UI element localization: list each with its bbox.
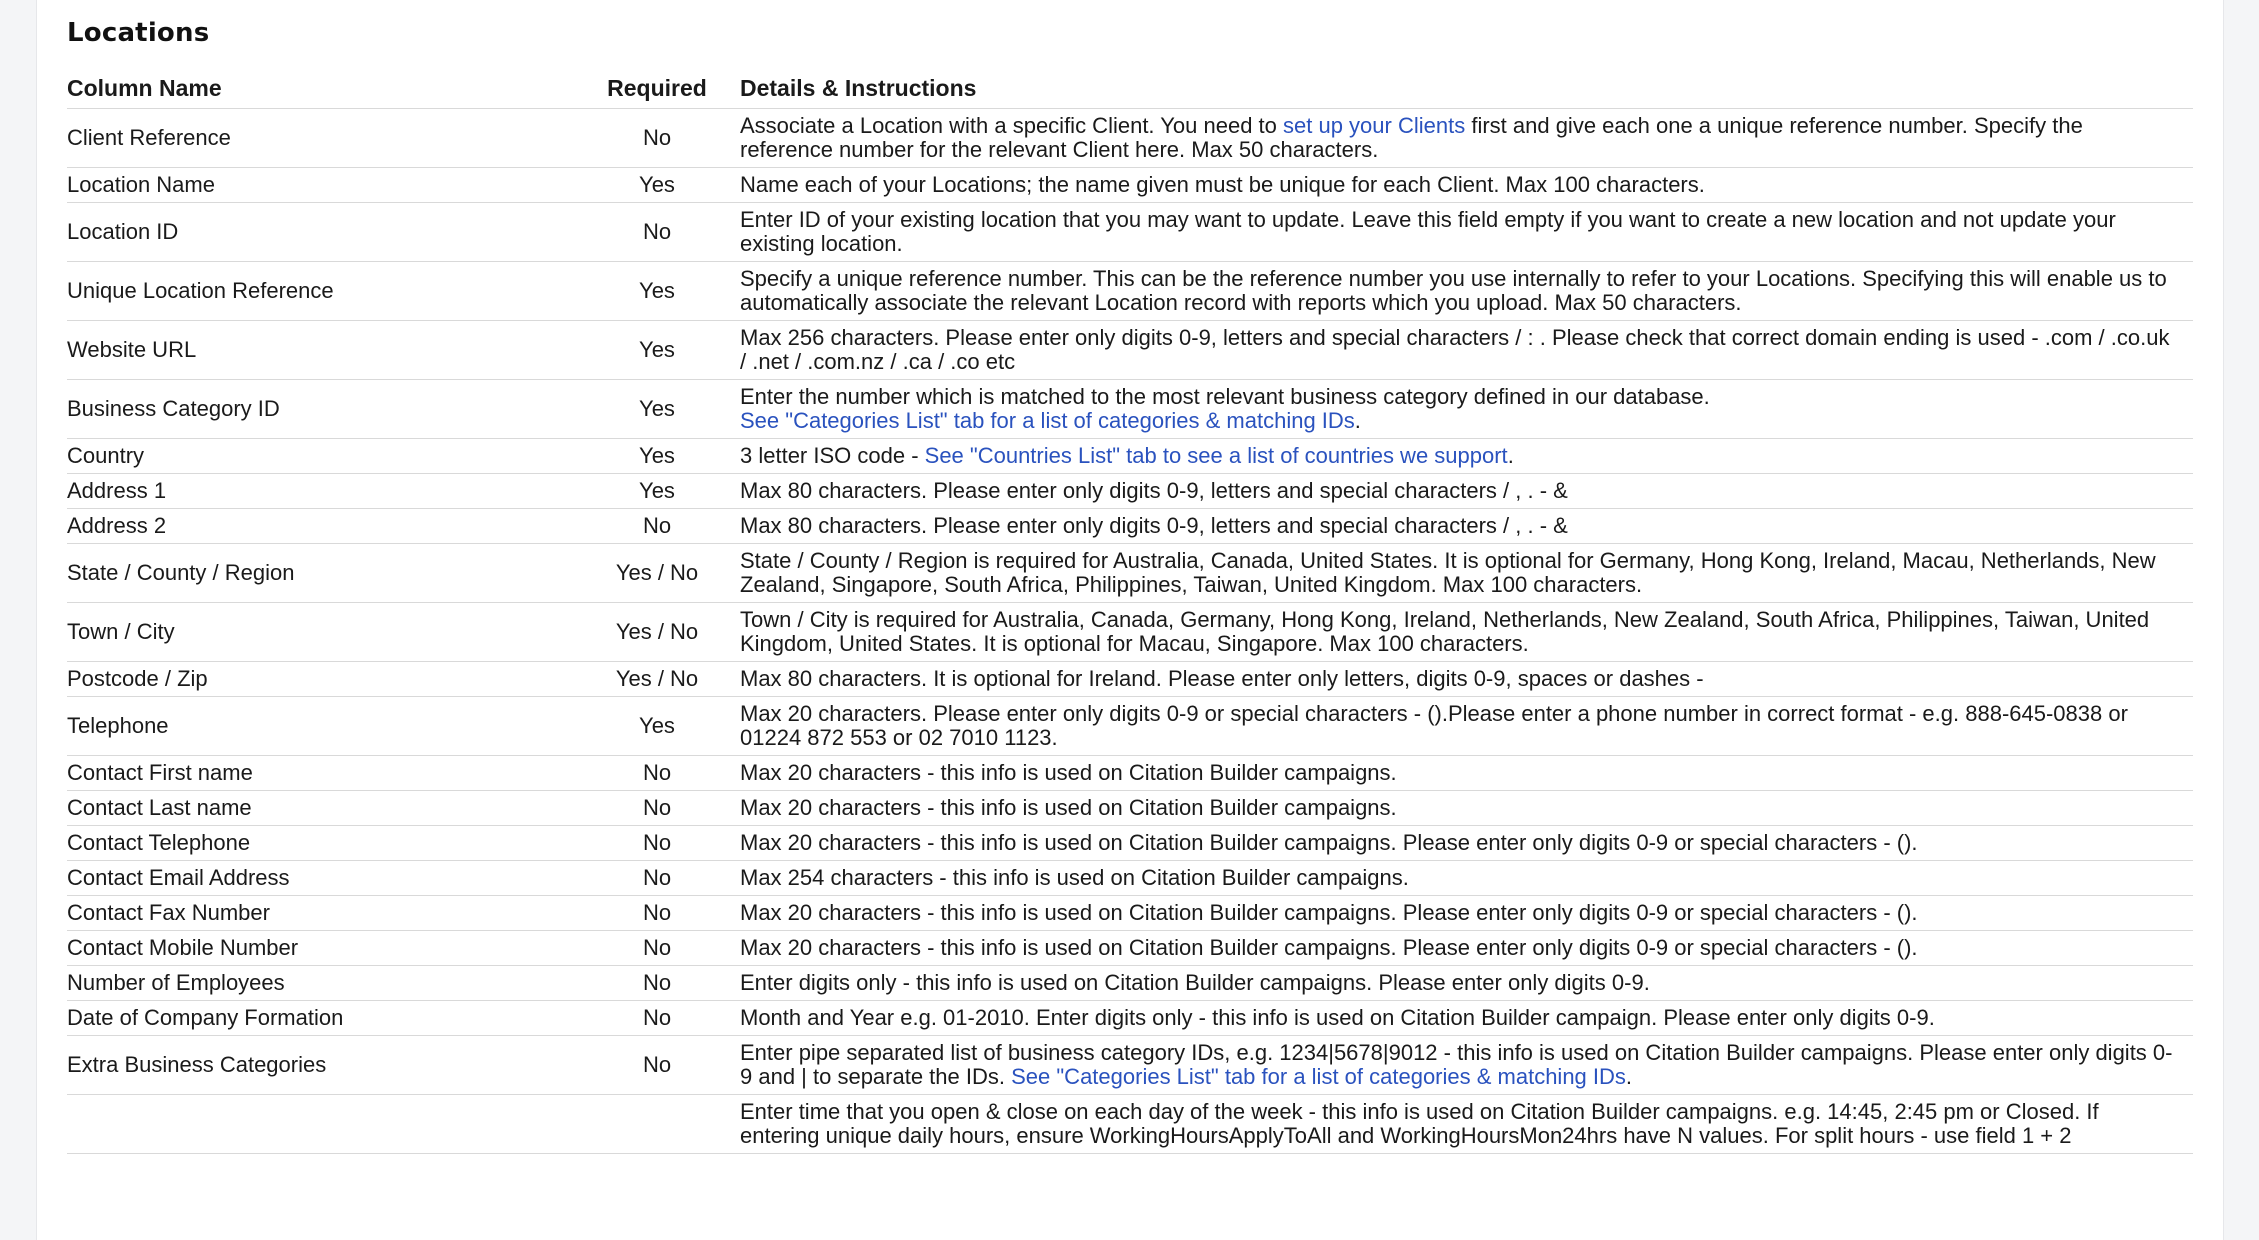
table-row: [67, 791, 2193, 826]
details-link[interactable]: See "Categories List" tab for a list of categories & matching IDs: [1011, 1064, 1626, 1089]
cell-details: [740, 931, 2193, 966]
cell-column-name: Business Category ID: [67, 380, 574, 439]
cell-column-name: Unique Location Reference: [67, 262, 574, 321]
table-row: [67, 321, 2193, 380]
details-text: Max 20 characters - this info is used on Citation Builder campaigns.: [740, 795, 1397, 820]
cell-details: [740, 321, 2193, 380]
table-row: [67, 697, 2193, 756]
cell-details: [740, 1001, 2193, 1036]
details-text: Specify a unique reference number. This can be the reference number you use internally to refer to your Locations. Specifying this will enable us to automatically associate the relevant Location record with reports which you upload. Max 50 characters.: [740, 266, 2167, 315]
details-text: first and give each one a unique reference number. Specify the reference number for the relevant Client here. Max 50 characters.: [740, 113, 2083, 162]
details-text: Town / City is required for Australia, Canada, Germany, Hong Kong, Ireland, Netherlands, New Zealand, South Africa, Philippines, Taiwan, United Kingdom, United States. It is optional for Macau, Singapore. Max 100 characters.: [740, 607, 2150, 656]
cell-required: No: [574, 509, 740, 544]
cell-details: [740, 168, 2193, 203]
table-row: [67, 509, 2193, 544]
table-header-row: [67, 68, 2193, 109]
cell-required: No: [574, 109, 740, 168]
header-column-name: Column Name: [67, 68, 574, 109]
cell-column-name: State / County / Region: [67, 544, 574, 603]
header-details: Details & Instructions: [740, 68, 2193, 109]
cell-details: [740, 826, 2193, 861]
table-row: [67, 1095, 2193, 1154]
locations-columns-table: [67, 68, 2193, 1154]
cell-required: Yes: [574, 380, 740, 439]
cell-required: No: [574, 756, 740, 791]
cell-details: [740, 662, 2193, 697]
table-row: [67, 1001, 2193, 1036]
cell-required: Yes: [574, 262, 740, 321]
details-text: Associate a Location with a specific Client. You need to: [740, 113, 1284, 138]
details-text: Max 20 characters - this info is used on Citation Builder campaigns.: [740, 760, 1397, 785]
cell-column-name: Contact Email Address: [67, 861, 574, 896]
cell-required: [574, 1095, 740, 1154]
cell-required: No: [574, 966, 740, 1001]
details-text: Max 20 characters - this info is used on Citation Builder campaigns. Please enter only digits 0-9 or special characters - ().: [740, 935, 1918, 960]
table-row: [67, 474, 2193, 509]
cell-column-name: Town / City: [67, 603, 574, 662]
table-row: [67, 966, 2193, 1001]
details-text: Enter pipe separated list of business category IDs, e.g. 1234|5678|9012 - this info is used on Citation Builder campaigns. Please enter only digits 0-9 and | to separate the IDs.: [740, 1040, 2173, 1089]
cell-details: [740, 1095, 2193, 1154]
table-row: [67, 826, 2193, 861]
cell-details: [740, 109, 2193, 168]
cell-required: No: [574, 1001, 740, 1036]
cell-details: [740, 203, 2193, 262]
details-text: Max 20 characters - this info is used on Citation Builder campaigns. Please enter only digits 0-9 or special characters - ().: [740, 830, 1918, 855]
cell-column-name: Postcode / Zip: [67, 662, 574, 697]
details-text: Max 80 characters. Please enter only digits 0-9, letters and special characters / , . - &: [740, 513, 1568, 538]
cell-required: Yes / No: [574, 544, 740, 603]
table-row: [67, 861, 2193, 896]
table-row: [67, 1036, 2193, 1095]
cell-details: [740, 509, 2193, 544]
cell-column-name: Number of Employees: [67, 966, 574, 1001]
details-text: .: [1507, 443, 1514, 468]
details-text: Max 256 characters. Please enter only digits 0-9, letters and special characters / : . Please check that correct domain ending is used - .com / .co.uk / .net / .com.nz / .ca / .co etc: [740, 325, 2170, 374]
cell-required: No: [574, 861, 740, 896]
cell-details: [740, 603, 2193, 662]
cell-column-name: Address 2: [67, 509, 574, 544]
details-text: Max 20 characters. Please enter only digits 0-9 or special characters - ().Please enter a phone number in correct format - e.g. 888-645-0838 or 01224 872 553 or 02 7010 1123.: [740, 701, 2128, 750]
cell-required: Yes / No: [574, 662, 740, 697]
locations-panel: [36, 0, 2224, 1240]
cell-column-name: Country: [67, 439, 574, 474]
cell-details: [740, 474, 2193, 509]
details-link[interactable]: See "Countries List" tab to see a list of countries we support: [924, 443, 1508, 468]
cell-column-name: Contact Telephone: [67, 826, 574, 861]
details-text: Max 80 characters. It is optional for Ireland. Please enter only letters, digits 0-9, spaces or dashes -: [740, 666, 1704, 691]
cell-details: [740, 1036, 2193, 1095]
table-row: [67, 262, 2193, 321]
cell-column-name: Extra Business Categories: [67, 1036, 574, 1095]
cell-details: [740, 861, 2193, 896]
details-text: Name each of your Locations; the name given must be unique for each Client. Max 100 characters.: [740, 172, 1705, 197]
details-text: Max 20 characters - this info is used on Citation Builder campaigns. Please enter only digits 0-9 or special characters - ().: [740, 900, 1918, 925]
cell-details: [740, 791, 2193, 826]
cell-column-name: Contact Mobile Number: [67, 931, 574, 966]
table-row: [67, 662, 2193, 697]
cell-required: Yes: [574, 474, 740, 509]
cell-column-name: Date of Company Formation: [67, 1001, 574, 1036]
details-link[interactable]: See "Categories List" tab for a list of categories & matching IDs: [740, 408, 1355, 433]
details-text: Month and Year e.g. 01-2010. Enter digits only - this info is used on Citation Builder campaign. Please enter only digits 0-9.: [740, 1005, 1935, 1030]
details-text: Enter time that you open & close on each day of the week - this info is used on Citation Builder campaigns. e.g. 14:45, 2:45 pm or Closed. If entering unique daily hours, ensure WorkingHoursApplyToAll and WorkingHoursMon24hrs have N values. For split hours - use field 1 + 2: [740, 1099, 2099, 1148]
cell-column-name: [67, 1095, 574, 1154]
cell-column-name: Address 1: [67, 474, 574, 509]
cell-details: [740, 896, 2193, 931]
details-text: Max 80 characters. Please enter only digits 0-9, letters and special characters / , . - &: [740, 478, 1568, 503]
details-text: State / County / Region is required for Australia, Canada, United States. It is optional for Germany, Hong Kong, Ireland, Macau, Netherlands, New Zealand, Singapore, South Africa, Philippines, Taiwan, United Kingdom. Max 100 characters.: [740, 548, 2156, 597]
cell-details: [740, 262, 2193, 321]
cell-required: No: [574, 1036, 740, 1095]
cell-column-name: Contact Last name: [67, 791, 574, 826]
cell-required: Yes: [574, 321, 740, 380]
cell-column-name: Location Name: [67, 168, 574, 203]
table-row: [67, 756, 2193, 791]
cell-required: Yes: [574, 439, 740, 474]
table-row: [67, 168, 2193, 203]
details-text: Max 254 characters - this info is used on Citation Builder campaigns.: [740, 865, 1409, 890]
table-row: [67, 380, 2193, 439]
cell-details: [740, 697, 2193, 756]
cell-required: No: [574, 931, 740, 966]
details-text: .: [1354, 408, 1361, 433]
table-row: [67, 203, 2193, 262]
table-row: [67, 439, 2193, 474]
cell-details: [740, 756, 2193, 791]
details-link[interactable]: set up your Clients: [1283, 113, 1466, 138]
cell-details: [740, 439, 2193, 474]
details-text: Enter digits only - this info is used on Citation Builder campaigns. Please enter only digits 0-9.: [740, 970, 1650, 995]
cell-details: [740, 966, 2193, 1001]
cell-required: No: [574, 791, 740, 826]
cell-required: Yes: [574, 697, 740, 756]
cell-column-name: Telephone: [67, 697, 574, 756]
table-row: [67, 931, 2193, 966]
cell-required: No: [574, 203, 740, 262]
cell-required: Yes: [574, 168, 740, 203]
cell-column-name: Contact Fax Number: [67, 896, 574, 931]
details-text: Enter ID of your existing location that you may want to update. Leave this field empty if you want to create a new location and not update your existing location.: [740, 207, 2116, 256]
details-text: .: [1625, 1064, 1633, 1089]
section-title: Locations: [67, 18, 210, 48]
cell-column-name: Website URL: [67, 321, 574, 380]
scroll-fade: [37, 1170, 2223, 1240]
cell-column-name: Location ID: [67, 203, 574, 262]
cell-required: Yes / No: [574, 603, 740, 662]
table-row: [67, 603, 2193, 662]
details-text: 3 letter ISO code -: [740, 443, 925, 468]
cell-details: [740, 544, 2193, 603]
table-row: [67, 896, 2193, 931]
cell-column-name: Contact First name: [67, 756, 574, 791]
header-required: Required: [574, 68, 740, 109]
table-row: [67, 109, 2193, 168]
cell-details: [740, 380, 2193, 439]
table-row: [67, 544, 2193, 603]
cell-required: No: [574, 826, 740, 861]
cell-column-name: Client Reference: [67, 109, 574, 168]
details-text: Enter the number which is matched to the most relevant business category defined in our database.: [740, 384, 1710, 409]
cell-required: No: [574, 896, 740, 931]
